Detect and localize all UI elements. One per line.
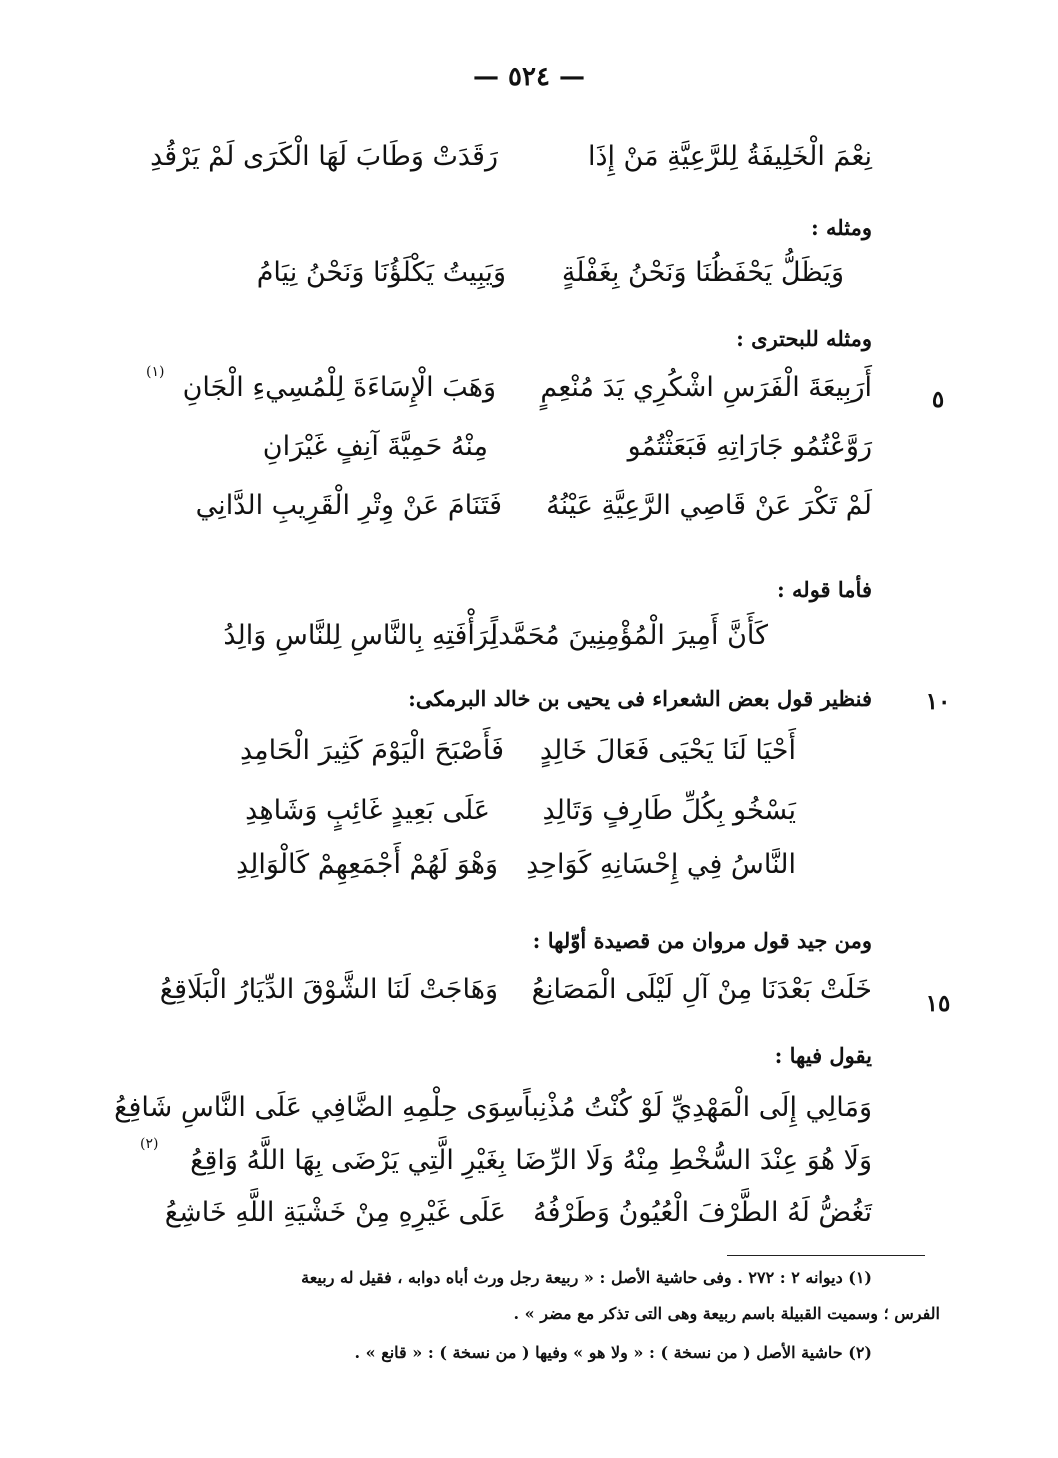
footnote-1-line-1: (١) ديوانه ٢ : ٢٧٢ . وفى حاشية الأصل : « ربيعة رجل ورث أباه دوابه ، فقيل له ربيعة (301, 1268, 872, 1287)
verse-second-hemistich: وَهْوَ لَهُمْ أَجْمَعِهِمْ كَالْوَالِدِ (235, 849, 498, 880)
verse-first-hemistich: كَأَنَّ أَمِيرَ الْمُؤْمِنِينَ مُحَمَّداً (490, 620, 768, 651)
verse-second-hemistich: سِوَى حِلْمِهِ الضَّافِي عَلَى النَّاسِ شَافِعُ (114, 1092, 524, 1123)
verse-first-hemistich: وَلَا هُوَ عِنْدَ السُّخْطِ مِنْهُ وَلَا الرِّضَا (515, 1145, 872, 1176)
page-number: — ٥٢٤ — (472, 62, 586, 92)
footnote-marker: (٢) (140, 1136, 159, 1152)
verse-first-hemistich: وَمَالِي إِلَى الْمَهْدِيِّ لَوْ كُنْتُ مُذْنِباً (523, 1092, 872, 1123)
verse-second-hemistich: بِغَيْرِ الَّتِي يَرْضَى بِهَا اللَّهُ وَاقِعُ (190, 1145, 506, 1176)
line-number: ٥ (931, 386, 945, 413)
footnote-2: (٢) حاشية الأصل ( من نسخة ) : « ولا هو » وفيها ( من نسخة ) : « قانع » . (354, 1343, 872, 1362)
verse-first-hemistich: أَحْيَا لَنَا يَحْيَى فَعَالَ خَالِدٍ (539, 735, 796, 766)
verse-second-hemistich: فَأَصْبَحَ الْيَوْمَ كَثِيرَ الْحَامِدِ (240, 735, 504, 766)
footnote-1-line-2: الفرس ؛ وسميت القبيلة باسم ربيعة وهى التى تذكر مع مضر » . (513, 1304, 940, 1323)
verse-first-hemistich: رَوَّعْتُمُو جَارَاتِهِ فَبَعَثْتُمُو (627, 431, 872, 462)
verse-first-hemistich: نِعْمَ الْخَلِيفَةُ لِلرَّعِيَّةِ مَنْ إِذَا (587, 141, 872, 172)
footnote-marker: (١) (146, 364, 165, 380)
prose-heading: يقول فيها : (774, 1043, 872, 1068)
verse-first-hemistich: تَغُضُّ لَهُ الطَّرْفَ الْعُيُونُ وَطَرْفُهُ (533, 1197, 872, 1228)
verse-first-hemistich: أَرَبِيعَةَ الْفَرَسِ اشْكُرِي يَدَ مُنْعِمٍ (540, 372, 872, 403)
verse-second-hemistich: عَلَى غَيْرِهِ مِنْ خَشْيَةِ اللَّهِ خَاشِعُ (164, 1197, 506, 1228)
verse-first-hemistich: خَلَتْ بَعْدَنَا مِنْ آلِ لَيْلَى الْمَصَانِعُ (531, 974, 872, 1005)
verse-second-hemistich: مِنْهُ حَمِيَّةَ آنِفٍ غَيْرَانِ (262, 431, 488, 462)
prose-heading: ومثله : (810, 215, 872, 240)
verse-second-hemistich: وَهَاجَتْ لَنَا الشَّوْقَ الدِّيَارُ الْبَلَاقِعُ (159, 974, 498, 1005)
prose-heading: فنظير قول بعض الشعراء فى يحيى بن خالد البرمكى: (408, 686, 872, 711)
line-number: ١٥ (925, 990, 951, 1017)
verse-second-hemistich: وَهَبَ الْإِسَاءَةَ لِلْمُسِيءِ الْجَانِ (182, 372, 496, 403)
verse-second-hemistich: عَلَى بَعِيدٍ غَائِبٍ وَشَاهِدِ (245, 795, 490, 826)
prose-heading: ومثله للبحترى : (736, 326, 872, 351)
line-number: ١٠ (925, 688, 951, 715)
footnote-divider (727, 1255, 925, 1256)
prose-heading: فأما قوله : (776, 577, 872, 602)
verse-first-hemistich: النَّاسُ فِي إِحْسَانِهِ كَوَاحِدِ (526, 849, 796, 880)
verse-first-hemistich: وَيَظَلُّ يَحْفَظُنَا وَنَحْنُ بِغَفْلَةٍ (561, 257, 844, 288)
verse-first-hemistich: يَسْخُو بِكُلِّ طَارِفٍ وَتَالِدِ (542, 795, 796, 826)
verse-second-hemistich: وَيَبِيتُ يَكْلَؤُنَا وَنَحْنُ نِيَامُ (256, 257, 506, 288)
verse-second-hemistich: لِرَأْفَتِهِ بِالنَّاسِ لِلنَّاسِ وَالِدُ (223, 620, 498, 651)
verse-second-hemistich: فَتَنَامَ عَنْ وِتْرِ الْقَرِيبِ الدَّانِي (195, 490, 502, 521)
verse-first-hemistich: لَمْ تَكْرَ عَنْ قَاصِي الرَّعِيَّةِ عَيْنُهُ (546, 490, 872, 521)
verse-second-hemistich: رَقَدَتْ وَطَابَ لَهَا الْكَرَى لَمْ يَرْقُدِ (150, 141, 498, 172)
prose-heading: ومن جيد قول مروان من قصيدة أوّلها : (532, 928, 872, 953)
